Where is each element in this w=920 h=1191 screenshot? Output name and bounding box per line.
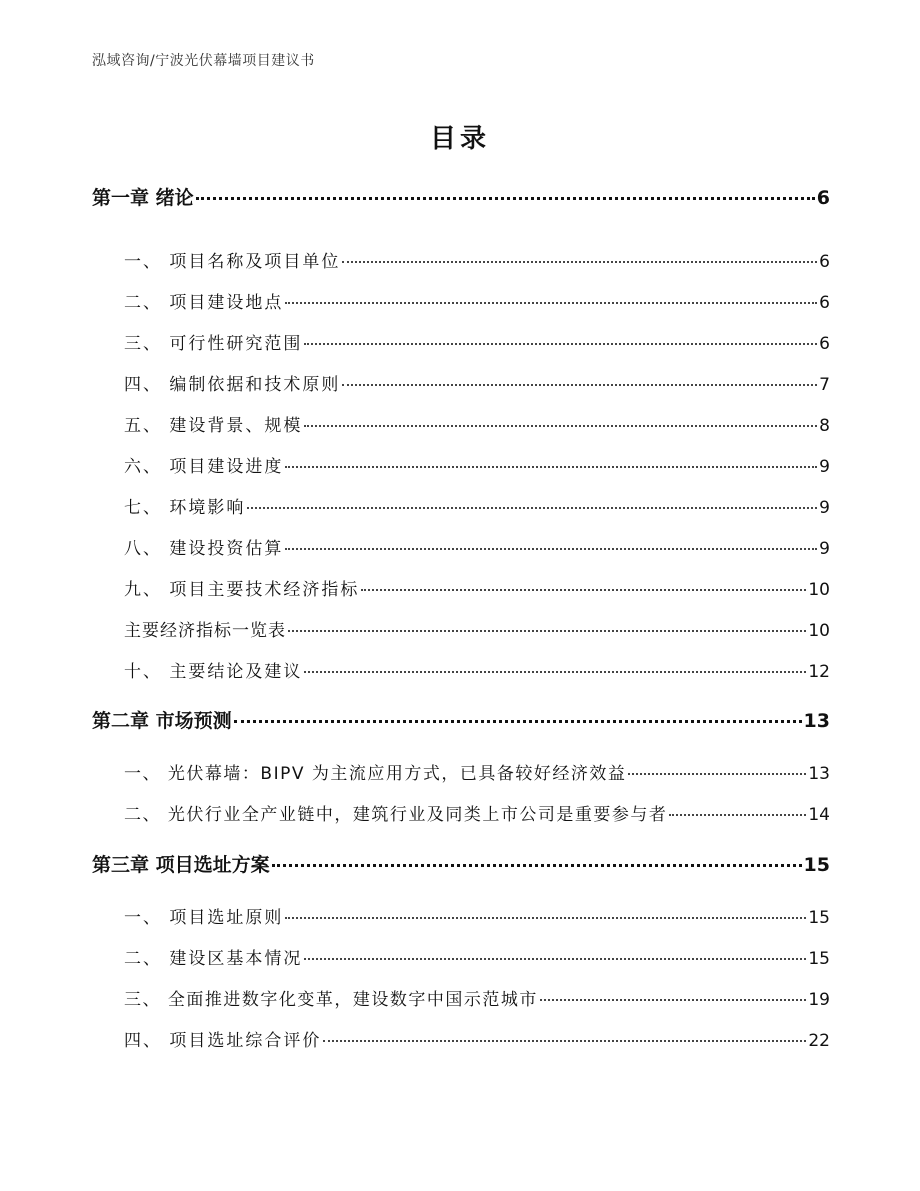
toc-chapter-1[interactable]	[92, 183, 830, 210]
toc-section[interactable]	[124, 759, 830, 784]
toc-entry-label: 九、 项目主要技术经济指标	[124, 580, 360, 600]
toc-section[interactable]	[124, 800, 830, 825]
toc-page-number: 15	[808, 949, 830, 969]
toc-entry-label: 四、 项目选址综合评价	[124, 1031, 322, 1051]
toc-section[interactable]	[124, 247, 830, 272]
toc-page-number: 6	[819, 252, 830, 272]
toc-entry-label: 主要经济指标一览表	[124, 621, 286, 641]
dot-leader	[342, 261, 817, 263]
dot-leader	[285, 302, 817, 304]
toc-entry-label: 一、 项目选址原则	[124, 908, 284, 928]
toc-entry-label: 八、 建设投资估算	[124, 539, 284, 559]
dot-leader	[247, 507, 817, 509]
toc-page-number: 10	[808, 580, 830, 600]
toc-page-number: 14	[808, 805, 830, 825]
toc-section[interactable]	[124, 944, 830, 969]
dot-leader	[304, 958, 806, 960]
toc-page-number: 6	[819, 334, 830, 354]
toc-entry-label: 第二章 市场预测	[92, 710, 232, 732]
toc-page-number: 6	[819, 293, 830, 313]
toc-entry-label: 四、 编制依据和技术原则	[124, 375, 341, 395]
dot-leader	[323, 1040, 806, 1042]
toc-page-number: 10	[808, 621, 830, 641]
toc-page-number: 15	[803, 854, 830, 876]
toc-entry-label: 一、 项目名称及项目单位	[124, 252, 341, 272]
toc-entry-label: 三、 全面推进数字化变革，建设数字中国示范城市	[124, 990, 538, 1010]
toc-entry-label: 六、 项目建设进度	[124, 457, 284, 477]
dot-leader	[304, 343, 817, 345]
dot-leader	[628, 773, 806, 775]
dot-leader	[234, 720, 802, 723]
toc-section[interactable]	[124, 903, 830, 928]
toc-page-number: 9	[819, 498, 830, 518]
dot-leader	[285, 466, 817, 468]
toc-entry-label: 第三章 项目选址方案	[92, 854, 270, 876]
toc-entry-label: 二、 建设区基本情况	[124, 949, 303, 969]
toc-page-number: 12	[808, 662, 830, 682]
dot-leader	[342, 384, 817, 386]
toc-entry-label: 十、 主要结论及建议	[124, 662, 303, 682]
toc-section[interactable]	[124, 985, 830, 1010]
toc-section[interactable]	[124, 411, 830, 436]
toc-section[interactable]	[124, 575, 830, 600]
toc-section[interactable]	[124, 534, 830, 559]
toc-section[interactable]	[124, 493, 830, 518]
dot-leader	[304, 671, 806, 673]
toc-page-number: 8	[819, 416, 830, 436]
dot-leader	[669, 814, 806, 816]
toc-page-number: 9	[819, 457, 830, 477]
toc-chapter-2[interactable]	[92, 706, 830, 733]
toc-title: 目录	[429, 124, 490, 154]
toc-page-number: 6	[816, 187, 830, 209]
dot-leader	[285, 917, 806, 919]
toc-page-number: 9	[819, 539, 830, 559]
dot-leader	[285, 548, 817, 550]
toc-page-number: 15	[808, 908, 830, 928]
dot-leader	[196, 197, 815, 200]
toc-entry-label: 五、 建设背景、规模	[124, 416, 303, 436]
dot-leader	[361, 589, 806, 591]
toc-entry-label: 二、 项目建设地点	[124, 293, 284, 313]
toc-chapter-3[interactable]	[92, 850, 830, 877]
toc-section[interactable]	[124, 452, 830, 477]
toc-entry-label: 第一章 绪论	[92, 187, 194, 209]
toc-section[interactable]	[124, 616, 830, 641]
toc-section[interactable]	[124, 370, 830, 395]
toc-page-number: 22	[808, 1031, 830, 1051]
toc-entry-label: 一、 光伏幕墙：BIPV 为主流应用方式，已具备较好经济效益	[124, 764, 627, 784]
toc-section[interactable]	[124, 329, 830, 354]
toc-page-number: 19	[808, 990, 830, 1010]
toc-section[interactable]	[124, 657, 830, 682]
toc-section[interactable]	[124, 288, 830, 313]
dot-leader	[304, 425, 817, 427]
running-header: 泓域咨询/宁波光伏幕墙项目建议书	[92, 53, 315, 69]
toc-page-number: 13	[808, 764, 830, 784]
toc-entry-label: 二、 光伏行业全产业链中，建筑行业及同类上市公司是重要参与者	[124, 805, 668, 825]
toc-page-number: 13	[803, 710, 830, 732]
dot-leader	[272, 864, 802, 867]
toc-section[interactable]	[124, 1026, 830, 1051]
dot-leader	[288, 630, 806, 632]
dot-leader	[540, 999, 806, 1001]
toc-page-number: 7	[819, 375, 830, 395]
toc-entry-label: 七、 环境影响	[124, 498, 246, 518]
toc-entry-label: 三、 可行性研究范围	[124, 334, 303, 354]
